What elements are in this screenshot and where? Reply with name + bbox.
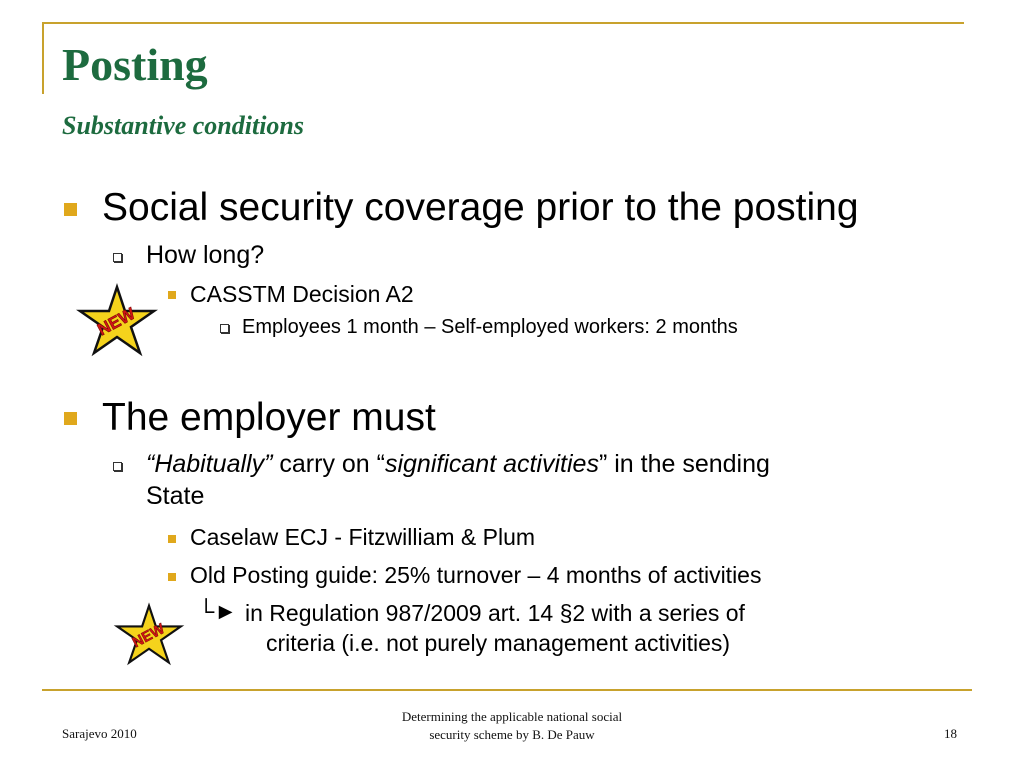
habitually-term: “Habitually” — [146, 450, 273, 478]
new-star-badge-2 — [112, 602, 186, 668]
footer-description — [352, 708, 672, 744]
significant-activities-term: significant activities — [384, 450, 599, 478]
top-rule — [42, 22, 964, 24]
bullet-employer-must: The employer must — [102, 396, 436, 439]
square-bullet-icon — [168, 291, 176, 299]
bullet-caselaw: Caselaw ECJ - Fitzwilliam & Plum — [190, 524, 536, 550]
bullet-how-long: How long? — [146, 241, 265, 269]
new-badge-label: NEW — [129, 621, 168, 652]
hollow-square-bullet-icon — [113, 462, 122, 471]
square-bullet-icon — [168, 535, 176, 543]
bullet-habitually-cont: State — [146, 482, 205, 510]
bullet-regulation: in Regulation 987/2009 art. 14 §2 with a series of — [245, 600, 745, 626]
text-sending: ” in the sending — [598, 450, 770, 478]
left-rule — [42, 22, 44, 94]
bullet-duration: Employees 1 month – Self-employed workers: 2 months — [242, 316, 738, 338]
bullet-coverage: Social security coverage prior to the posting — [102, 186, 859, 229]
square-bullet-icon — [64, 412, 77, 425]
hollow-square-bullet-icon — [220, 324, 229, 333]
new-star-badge-1 — [74, 283, 160, 359]
footer-location: Sarajevo 2010 — [62, 726, 137, 741]
page-number: 18 — [944, 726, 957, 741]
bullet-posting-guide: Old Posting guide: 25% turnover – 4 months of activities — [190, 562, 762, 588]
text-carry-on: carry on “ — [272, 450, 385, 478]
slide-subtitle: Substantive conditions — [62, 111, 304, 140]
footer-description-line1: Determining the applicable national social — [401, 709, 623, 724]
bullet-decision-a2: CASSTM Decision A2 — [190, 281, 414, 307]
new-badge-label: NEW — [94, 303, 139, 340]
bullet-habitually — [146, 450, 770, 479]
footer-description-line2: security scheme by B. De Pauw — [429, 727, 595, 742]
hollow-square-bullet-icon — [113, 253, 122, 262]
square-bullet-icon — [168, 573, 176, 581]
square-bullet-icon — [64, 203, 77, 216]
slide-title: Posting — [62, 39, 208, 90]
bullet-regulation-cont: criteria (i.e. not purely management activities) — [266, 630, 731, 656]
footer-rule — [42, 689, 972, 691]
arrow-icon: └► — [198, 598, 238, 624]
